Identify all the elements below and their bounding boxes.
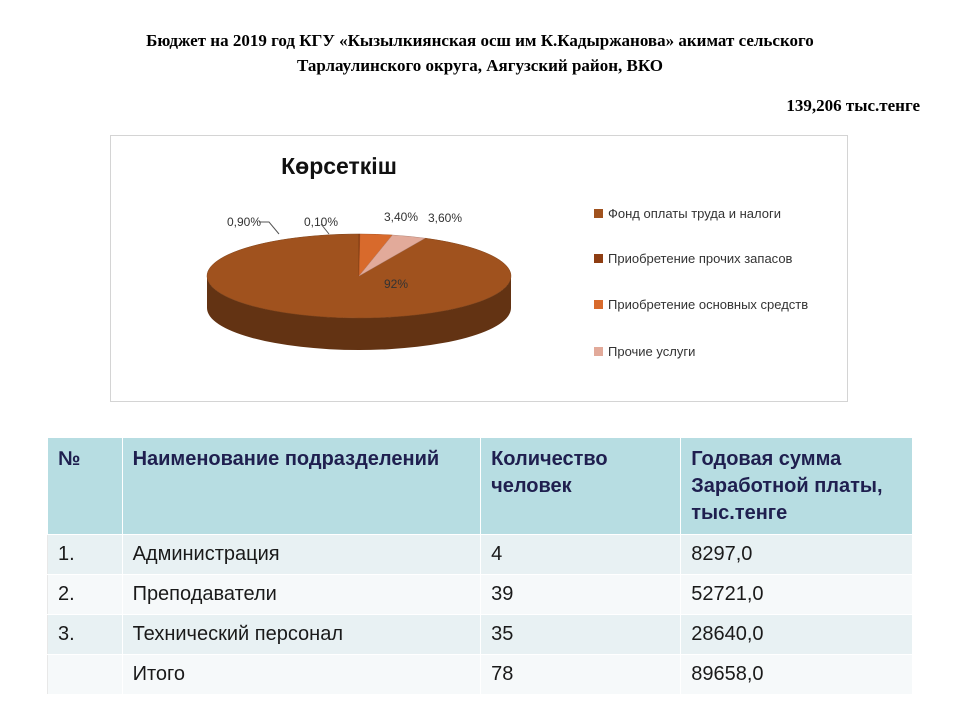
- title-line-2: Тарлаулинского округа, Аягузский район, ВКО: [297, 56, 663, 75]
- pie-leader-line: [259, 222, 279, 234]
- legend-item: [594, 204, 781, 223]
- legend-swatch: [594, 254, 603, 263]
- table-cell: 1.: [48, 535, 123, 575]
- table-cell: 2.: [48, 575, 123, 615]
- legend-label: Прочие услуги: [608, 344, 696, 359]
- table-cell: 52721,0: [681, 575, 913, 615]
- table-row: [48, 535, 913, 575]
- pie-data-label: 92%: [383, 277, 409, 291]
- pie-data-label: 3,60%: [427, 211, 463, 225]
- legend-item: [594, 342, 695, 361]
- title-line-1: Бюджет на 2019 год КГУ «Кызылкиянская осш им К.Кадыржанова» акимат сельского: [146, 31, 814, 50]
- table-cell: 39: [481, 575, 681, 615]
- table-cell: Технический персонал: [122, 615, 481, 655]
- table-row: [48, 575, 913, 615]
- table-cell: Итого: [122, 655, 481, 695]
- table-cell: 3.: [48, 615, 123, 655]
- table-cell: Преподаватели: [122, 575, 481, 615]
- table-row: [48, 615, 913, 655]
- legend-label: Приобретение прочих запасов: [608, 251, 793, 266]
- table-cell: 35: [481, 615, 681, 655]
- column-header: Годовая сумма Заработной платы, тыс.тенге: [681, 438, 913, 535]
- table-cell: 8297,0: [681, 535, 913, 575]
- table-cell: [48, 655, 123, 695]
- chart-title: Көрсеткіш: [281, 153, 397, 179]
- pie-data-label: 0,10%: [303, 215, 339, 229]
- column-header: №: [48, 438, 123, 535]
- legend-label: Приобретение основных средств: [608, 297, 809, 312]
- legend-label: Фонд оплаты труда и налоги: [608, 206, 781, 221]
- legend-swatch: [594, 347, 603, 356]
- page-title: [40, 28, 920, 78]
- legend-item: [594, 249, 792, 268]
- table-cell: 4: [481, 535, 681, 575]
- table-row: [48, 655, 913, 695]
- table-cell: 78: [481, 655, 681, 695]
- column-header: Наименование подразделений: [122, 438, 481, 535]
- legend-swatch: [594, 209, 603, 218]
- table-cell: 28640,0: [681, 615, 913, 655]
- pie-chart: [110, 135, 848, 402]
- table-cell: 89658,0: [681, 655, 913, 695]
- legend-swatch: [594, 300, 603, 309]
- salary-table: [47, 437, 913, 695]
- pie-chart-plot: [111, 136, 847, 401]
- legend-item: [594, 295, 838, 314]
- budget-amount: 139,206 тыс.тенге: [786, 96, 920, 115]
- column-header: Количество человек: [481, 438, 681, 535]
- pie-data-label: 0,90%: [226, 215, 262, 229]
- table-header-row: [48, 438, 913, 535]
- pie-data-label: 3,40%: [383, 210, 419, 224]
- table-cell: Администрация: [122, 535, 481, 575]
